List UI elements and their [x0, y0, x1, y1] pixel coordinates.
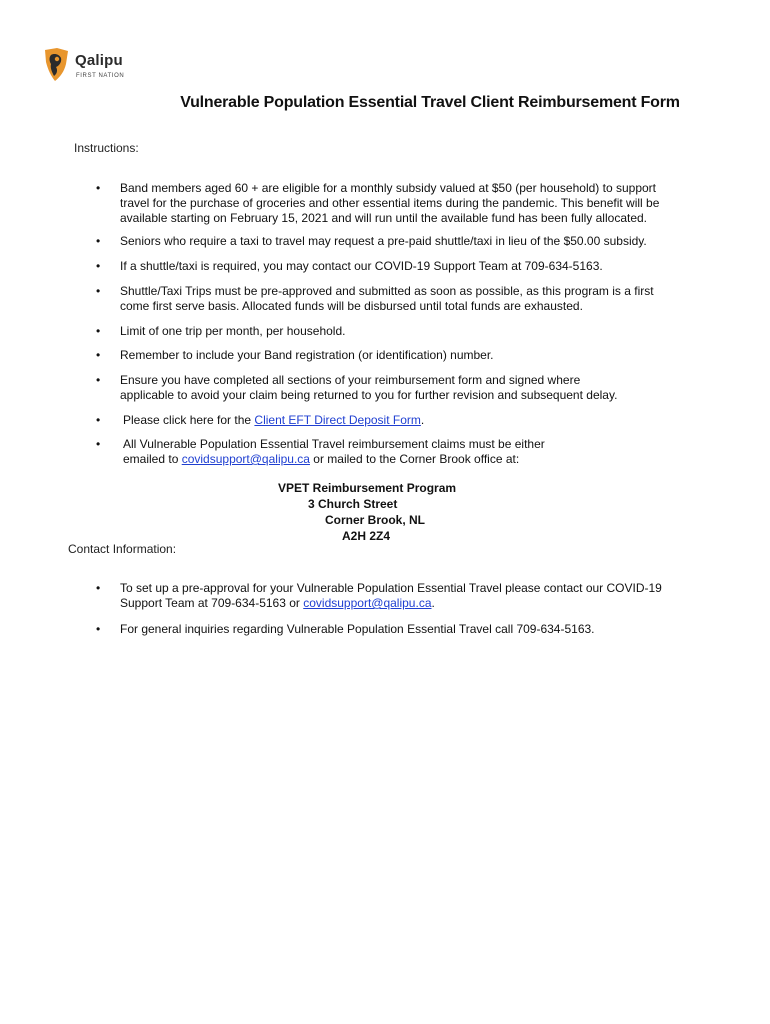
bullet-icon: •: [96, 622, 101, 636]
bullet-icon: •: [96, 259, 101, 273]
qalipu-logo: [42, 44, 132, 86]
bullet-line: To set up a pre-approval for your Vulnerable Population Essential Travel please contact our COVID-19: [120, 581, 662, 595]
bullet-line: Band members aged 60 + are eligible for a monthly subsidy valued at $50 (per household) to support: [120, 181, 656, 195]
bullet-line: Remember to include your Band registration (or identification) number.: [120, 348, 494, 362]
mailing-address: [278, 480, 456, 496]
eft-suffix-text: .: [420, 413, 425, 427]
contact-information-label: Contact Information:: [68, 542, 177, 556]
bullet-line: applicable to avoid your claim being returned to you for further revision and subsequent delay.: [120, 388, 618, 402]
bullet-line: Limit of one trip per month, per household.: [120, 324, 346, 338]
bullet-icon: •: [96, 234, 101, 248]
bullet-line: If a shuttle/taxi is required, you may contact our COVID-19 Support Team at 709-634-5163.: [120, 259, 603, 273]
email-prefix-text: emailed to: [123, 452, 182, 466]
eft-form-link[interactable]: Client EFT Direct Deposit Form: [254, 413, 421, 427]
contact-email-link[interactable]: covidsupport@qalipu.ca: [303, 596, 432, 610]
qalipu-emblem-icon: [42, 46, 72, 84]
bullet-line: For general inquiries regarding Vulnerable Population Essential Travel call 709-634-5163.: [120, 622, 595, 636]
bullet-line: Ensure you have completed all sections of your reimbursement form and signed where: [120, 373, 581, 387]
eft-prefix-text: Please click here for the: [123, 413, 255, 427]
bullet-icon: •: [96, 437, 101, 451]
logo-name: Qalipu: [75, 52, 123, 69]
address-line: A2H 2Z4: [342, 529, 391, 543]
page-title: Vulnerable Population Essential Travel Client Reimbursement Form: [180, 94, 680, 111]
bullet-line: Seniors who require a taxi to travel may request a pre-paid shuttle/taxi in lieu of the $50.00 subsidy.: [120, 234, 647, 248]
address-line: 3 Church Street: [308, 497, 398, 511]
preapproval-prefix-text: Support Team at 709-634-5163 or: [120, 596, 304, 610]
bullet-icon: •: [96, 324, 101, 338]
email-suffix-text: or mailed to the Corner Brook office at:: [309, 452, 520, 466]
logo-subtitle: FIRST NATION: [76, 73, 125, 79]
bullet-icon: •: [96, 413, 101, 427]
bullet-icon: •: [96, 284, 101, 298]
bullet-icon: •: [96, 373, 101, 387]
bullet-line: available starting on February 15, 2021 and will run until the available fund has been fully allocated.: [120, 211, 648, 225]
instructions-label: Instructions:: [74, 141, 139, 155]
email-link[interactable]: covidsupport@qalipu.ca: [181, 452, 310, 466]
address-line: VPET Reimbursement Program: [278, 481, 457, 495]
bullet-icon: •: [96, 348, 101, 362]
bullet-line: travel for the purchase of groceries and other essential items during the pandemic. This benefit will be: [120, 196, 660, 210]
bullet-icon: •: [96, 581, 101, 595]
preapproval-suffix-text: .: [431, 596, 435, 610]
bullet-line: come first serve basis. Allocated funds will be disbursed until total funds are exhausted.: [120, 299, 583, 313]
address-line: Corner Brook, NL: [325, 513, 426, 527]
bullet-line: All Vulnerable Population Essential Travel reimbursement claims must be either: [123, 437, 545, 451]
bullet-icon: •: [96, 181, 101, 195]
bullet-line: Shuttle/Taxi Trips must be pre-approved and submitted as soon as possible, as this program is a first: [120, 284, 654, 298]
